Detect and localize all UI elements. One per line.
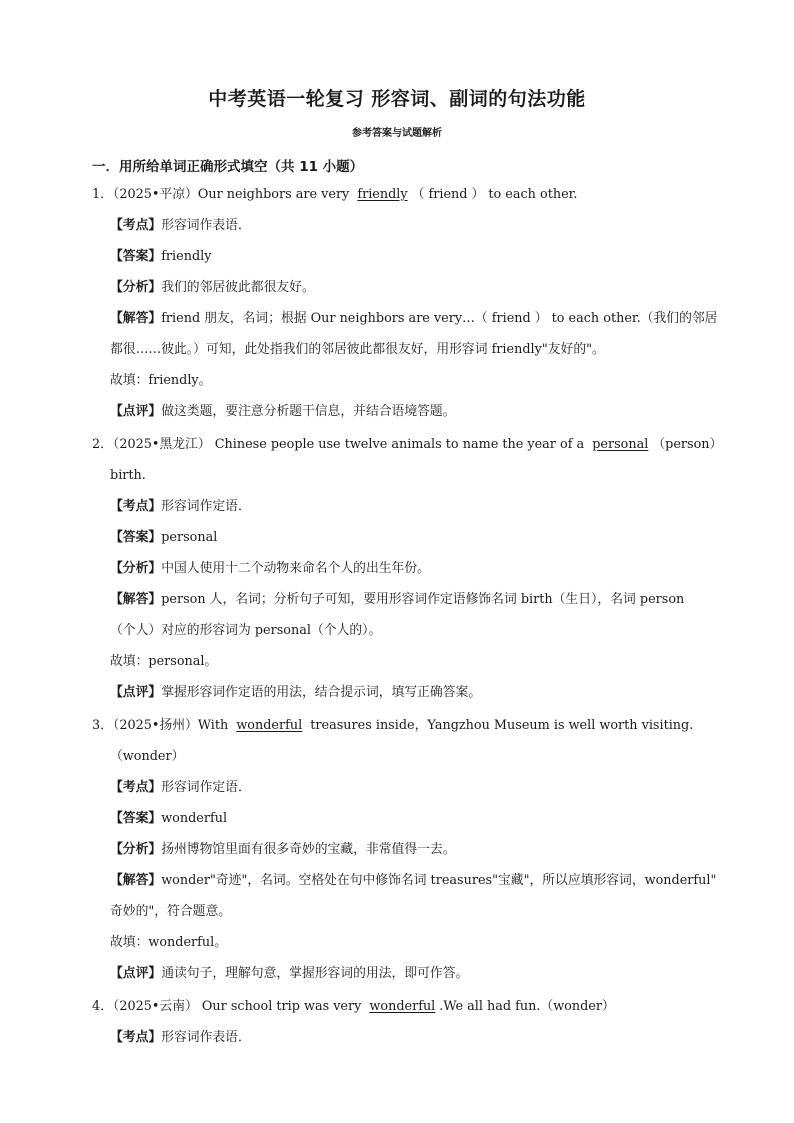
question-text: treasures inside，Yangzhou Museum is well worth visiting. xyxy=(306,718,694,733)
question-3 xyxy=(92,717,693,735)
kaodian-label: 【考点】 xyxy=(110,218,162,233)
question-text: Our neighbors are very xyxy=(197,187,354,202)
fenxi-row xyxy=(110,560,430,578)
daan-row xyxy=(110,810,227,828)
daan-label: 【答案】 xyxy=(110,811,162,826)
dianping-row xyxy=(110,965,468,983)
question-1 xyxy=(92,186,577,204)
daan-row xyxy=(110,248,211,266)
gutian-row: 故填：friendly。 xyxy=(110,373,212,388)
kaodian-text: 形容词作定语． xyxy=(161,780,251,795)
kaodian-text: 形容词作表语． xyxy=(161,1030,251,1045)
dianping-row xyxy=(110,403,456,421)
jieda-row xyxy=(110,872,716,890)
dianping-text: 做这类题，要注意分析题干信息，并结合语境答题。 xyxy=(161,404,456,419)
jieda-label: 【解答】 xyxy=(110,592,162,607)
question-text: Chinese people use twelve animals to name the year of a xyxy=(210,437,589,452)
fenxi-row xyxy=(110,279,315,297)
kaodian-text: 形容词作定语． xyxy=(161,499,251,514)
dianping-label: 【点评】 xyxy=(110,404,162,419)
question-continuation: （wonder） xyxy=(110,749,185,764)
kaodian-row xyxy=(110,779,251,797)
answer-blank: personal xyxy=(592,437,649,452)
jieda-text: person 人，名词；分析句子可知，要用形容词作定语修饰名词 birth（生日），名词 person xyxy=(161,592,685,607)
dianping-row xyxy=(110,684,481,702)
gutian-row: 故填：wonderful。 xyxy=(110,935,228,950)
dianping-label: 【点评】 xyxy=(110,966,162,981)
question-number: 4．（2025•云南） xyxy=(92,999,198,1014)
answer-blank: wonderful xyxy=(236,718,303,733)
daan-text: personal xyxy=(161,530,218,545)
answer-blank: friendly xyxy=(357,187,408,202)
jieda-continuation: 都很……彼此。）可知，此处指我们的邻居彼此都很友好，用形容词 friendly"友好的"。 xyxy=(110,342,605,357)
kaodian-label: 【考点】 xyxy=(110,780,162,795)
question-2 xyxy=(92,436,722,454)
question-4 xyxy=(92,998,615,1016)
kaodian-row xyxy=(110,498,251,516)
dianping-label: 【点评】 xyxy=(110,685,162,700)
question-number: 3．（2025•扬州） xyxy=(92,718,198,733)
jieda-row xyxy=(110,310,717,328)
fenxi-row xyxy=(110,841,456,859)
jieda-row xyxy=(110,591,684,609)
question-continuation: birth. xyxy=(110,468,146,483)
daan-row xyxy=(110,529,217,547)
fenxi-label: 【分析】 xyxy=(110,280,162,295)
fenxi-text: 扬州博物馆里面有很多奇妙的宝藏，非常值得一去。 xyxy=(161,842,456,857)
section-heading: 一．用所给单词正确形式填空（共 11 小题） xyxy=(92,159,364,175)
fenxi-text: 我们的邻居彼此都很友好。 xyxy=(161,280,315,295)
kaodian-row xyxy=(110,1029,251,1047)
dianping-text: 通读句子，理解句意，掌握形容词的用法，即可作答。 xyxy=(161,966,469,981)
jieda-label: 【解答】 xyxy=(110,873,162,888)
jieda-text: friend 朋友，名词；根据 Our neighbors are very…（ friend ） to each other.（我们的邻居 xyxy=(161,311,718,326)
kaodian-label: 【考点】 xyxy=(110,1030,162,1045)
question-text: .We all had fun.（wonder） xyxy=(439,999,615,1014)
fenxi-label: 【分析】 xyxy=(110,842,162,857)
kaodian-label: 【考点】 xyxy=(110,499,162,514)
jieda-continuation: 奇妙的"，符合题意。 xyxy=(110,904,232,919)
daan-label: 【答案】 xyxy=(110,530,162,545)
dianping-text: 掌握形容词作定语的用法，结合提示词，填写正确答案。 xyxy=(161,685,482,700)
answer-blank: wonderful xyxy=(369,999,436,1014)
fenxi-label: 【分析】 xyxy=(110,561,162,576)
daan-label: 【答案】 xyxy=(110,249,162,264)
jieda-label: 【解答】 xyxy=(110,311,162,326)
gutian-row: 故填：personal。 xyxy=(110,654,218,669)
question-text: Our school trip was very xyxy=(197,999,366,1014)
question-text: （ friend ） to each other. xyxy=(411,187,578,202)
fenxi-text: 中国人使用十二个动物来命名个人的出生年份。 xyxy=(161,561,430,576)
daan-text: wonderful xyxy=(161,811,228,826)
jieda-continuation: （个人）对应的形容词为 personal（个人的）。 xyxy=(110,623,382,638)
question-number: 2．（2025•黑龙江） xyxy=(92,437,211,452)
kaodian-text: 形容词作表语． xyxy=(161,218,251,233)
question-number: 1．（2025•平凉） xyxy=(92,187,198,202)
question-text: With xyxy=(197,718,233,733)
page-subtitle: 参考答案与试题解析 xyxy=(352,128,442,139)
daan-text: friendly xyxy=(161,249,212,264)
question-text: （person） xyxy=(652,437,723,452)
kaodian-row xyxy=(110,217,251,235)
page-title: 中考英语一轮复习 形容词、副词的句法功能 xyxy=(208,88,586,110)
jieda-text: wonder"奇迹"，名词。空格处在句中修饰名词 treasures"宝藏"，所以应填形容词，wonderful" xyxy=(161,873,717,888)
